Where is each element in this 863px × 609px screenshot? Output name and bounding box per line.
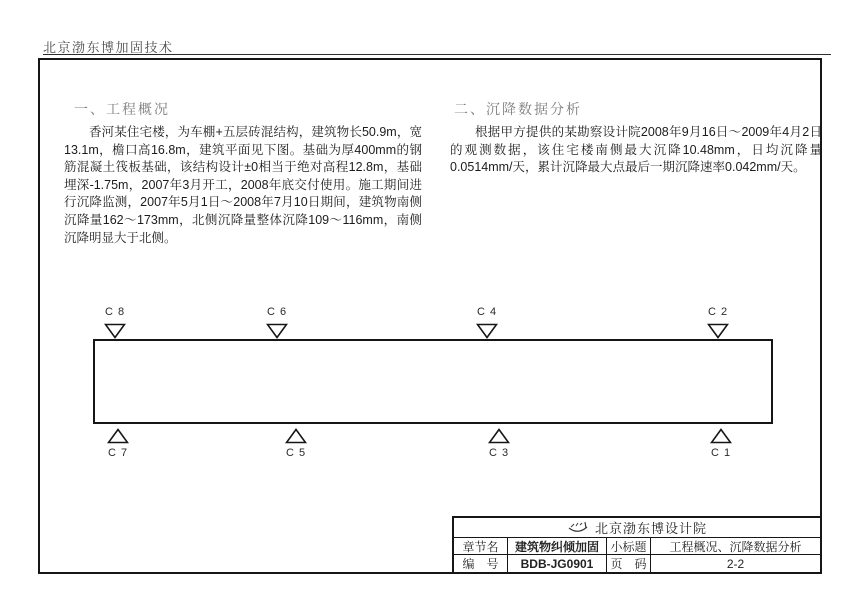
institute-name: 北京渤东博设计院 (594, 521, 707, 536)
settlement-marker-c2 (698, 305, 738, 339)
triangle-up-icon (285, 428, 307, 444)
marker-label: C 4 (476, 306, 498, 318)
triangle-up-icon (488, 428, 510, 444)
settlement-marker-c3 (479, 428, 519, 460)
triangle-down-icon (476, 323, 498, 339)
subtitle-label: 小标题 (607, 538, 651, 554)
marker-label: C 5 (285, 447, 307, 459)
title-block-header (454, 518, 820, 538)
letterhead-title: 北京渤东博加固技术 (43, 40, 174, 55)
section-analysis-body: 根据甲方提供的某勘察设计院2008年9月16日～2009年4月2日的观测数据，该住宅楼南侧最大沉降10.48mm，日均沉降量0.0514mm/天，累计沉降最大点最后一期沉降速率0.042mm/天。 (450, 125, 822, 175)
section-overview-heading: 一、工程概况 (74, 101, 170, 117)
building-plan-rectangle (93, 339, 773, 424)
boat-doodle-icon (567, 521, 589, 535)
number-label: 编 号 (454, 555, 508, 572)
page-value: 2-2 (726, 556, 745, 571)
section-analysis-heading: 二、沉降数据分析 (454, 101, 582, 117)
marker-label: C 6 (266, 306, 288, 318)
marker-label: C 3 (488, 447, 510, 459)
marker-label: C 1 (710, 447, 732, 459)
subtitle-value: 工程概况、沉降数据分析 (669, 539, 802, 554)
settlement-marker-c5 (276, 428, 316, 460)
marker-label: C 7 (107, 447, 129, 459)
settlement-marker-c8 (95, 305, 135, 339)
chapter-label: 章节名 (454, 538, 508, 554)
settlement-marker-c4 (467, 305, 507, 339)
page-label: 页 码 (607, 555, 651, 572)
triangle-down-icon (707, 323, 729, 339)
settlement-marker-c1 (701, 428, 741, 460)
section-overview-body: 香河某住宅楼，为车棚+五层砖混结构，建筑物长50.9m，宽13.1m，檐口高16.8m，建筑平面见下图。基础为厚400mm的钢筋混凝土筏板基础，该结构设计±0相当于绝对高程12.8m，基础埋深-1.75m，2007年3月开工，2008年底交付使用。施工期间进行沉降监测，2007年5月1日～2008年7月10日期间，建筑物南侧沉降量162～173mm，北侧沉降量整体沉降109～116mm，南侧沉降明显大于北侧。 (64, 125, 422, 245)
title-block-row-1 (454, 538, 820, 555)
settlement-marker-c7 (98, 428, 138, 460)
chapter-value: 建筑物纠倾加固 (508, 538, 607, 554)
triangle-up-icon (107, 428, 129, 444)
title-block (452, 516, 822, 574)
marker-label: C 8 (104, 306, 126, 318)
triangle-down-icon (266, 323, 288, 339)
triangle-up-icon (710, 428, 732, 444)
letterhead-rule (43, 54, 831, 55)
triangle-down-icon (104, 323, 126, 339)
marker-label: C 2 (707, 306, 729, 318)
number-value: BDB-JG0901 (508, 555, 607, 572)
title-block-row-2 (454, 555, 820, 572)
settlement-marker-c6 (257, 305, 297, 339)
